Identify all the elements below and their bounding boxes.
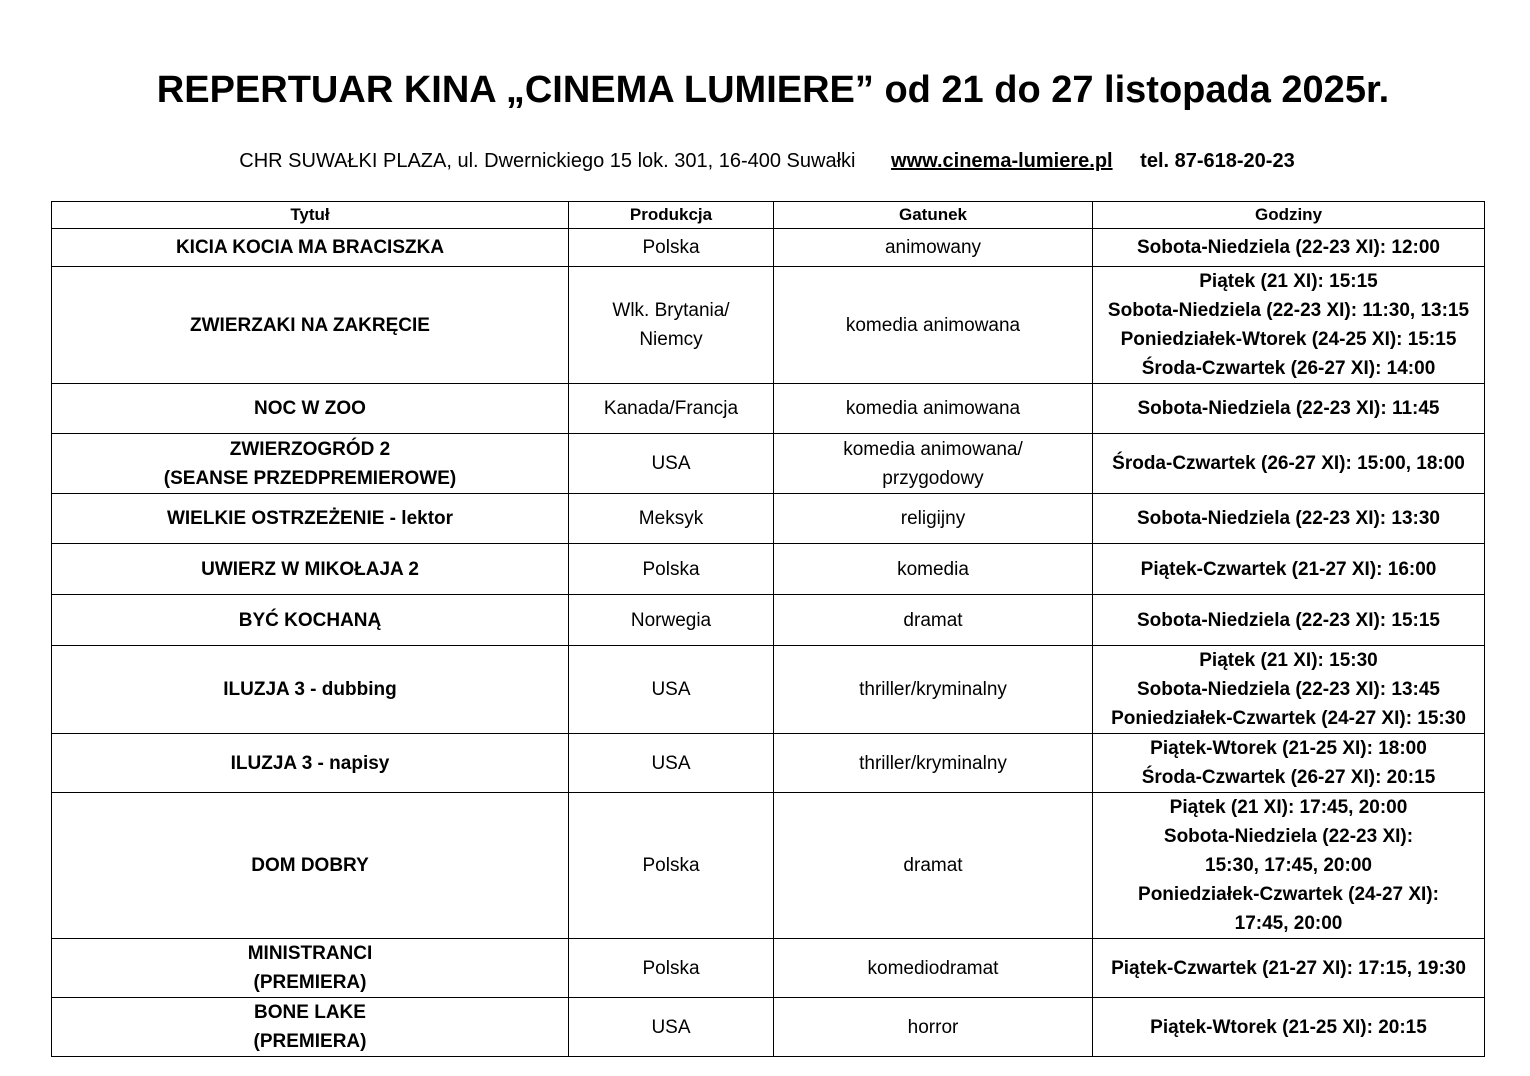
cell-genre-line: komediodramat [867, 957, 999, 979]
cell-production [569, 434, 774, 494]
cell-hours-line: Sobota-Niedziela (22-23 XI): 12:00 [1136, 237, 1441, 258]
cell-production-line: Polska [642, 855, 700, 876]
cell-title-line: BONE LAKE [254, 1002, 366, 1023]
cell-hours [1093, 646, 1485, 734]
cell-hours [1093, 793, 1485, 939]
cell-title-line: WIELKIE OSTRZEŻENIE - lektor [166, 508, 454, 529]
table-row [52, 434, 1485, 494]
cell-hours-line: Sobota-Niedziela (22-23 XI): 11:45 [1137, 398, 1440, 419]
cell-production-line: USA [651, 752, 691, 774]
table-row [52, 595, 1485, 646]
table-row [52, 998, 1485, 1057]
cell-hours-line: Piątek-Czwartek (21-27 XI): 17:15, 19:30 [1111, 957, 1466, 979]
cell-title [52, 595, 569, 646]
cell-hours-line: Sobota-Niedziela (22-23 XI): 15:15 [1136, 609, 1441, 631]
cell-hours-line: Poniedziałek-Czwartek (24-27 XI): 15:30 [1111, 708, 1466, 729]
table-row [52, 384, 1485, 434]
cell-genre [774, 595, 1093, 646]
cell-hours-line: Sobota-Niedziela (22-23 XI): 13:45 [1136, 679, 1441, 700]
table-row [52, 939, 1485, 998]
cell-genre [774, 384, 1093, 434]
cell-hours [1093, 384, 1485, 434]
cinema-address: CHR SUWAŁKI PLAZA, ul. Dwernickiego 15 lok. 301, 16-400 Suwałki [239, 150, 856, 172]
cell-hours [1093, 998, 1485, 1057]
cell-production [569, 544, 774, 595]
cell-genre [774, 267, 1093, 384]
cell-production [569, 494, 774, 544]
page-title: REPERTUAR KINA „CINEMA LUMIERE” od 21 do 27 listopada 2025r. [156, 69, 1390, 111]
cell-production-line: Polska [642, 957, 700, 979]
schedule-table [51, 201, 1485, 1057]
cell-hours-line: Środa-Czwartek (26-27 XI): 20:15 [1141, 767, 1436, 788]
cell-hours-line: Poniedziałek-Wtorek (24-25 XI): 15:15 [1120, 329, 1457, 350]
cell-hours [1093, 267, 1485, 384]
cell-title-line: (SEANSE PRZEDPREMIEROWE) [163, 467, 457, 489]
cell-hours-line: Środa-Czwartek (26-27 XI): 14:00 [1141, 358, 1436, 379]
cell-title-line: KICIA KOCIA MA BRACISZKA [175, 237, 445, 258]
table-row [52, 229, 1485, 267]
cell-production [569, 734, 774, 793]
cell-title [52, 229, 569, 267]
cell-title-line: UWIERZ W MIKOŁAJA 2 [201, 558, 419, 580]
cell-genre [774, 544, 1093, 595]
column-header-production: Produkcja [569, 202, 774, 229]
cell-title-line: ILUZJA 3 - dubbing [223, 679, 397, 700]
table-row [52, 544, 1485, 595]
cell-hours-line: Piątek (21 XI): 17:45, 20:00 [1169, 797, 1408, 818]
cell-hours [1093, 734, 1485, 793]
table-row [52, 734, 1485, 793]
cell-genre-line: religijny [900, 508, 966, 529]
cell-title [52, 793, 569, 939]
cell-title-line: ILUZJA 3 - napisy [230, 752, 390, 774]
cell-production [569, 998, 774, 1057]
cell-production-line: Wlk. Brytania/ [612, 300, 730, 321]
cell-title-line: (PREMIERA) [253, 972, 367, 993]
table-row [52, 494, 1485, 544]
phone-number: tel. 87-618-20-23 [1140, 150, 1295, 172]
cell-production [569, 939, 774, 998]
cinema-contact-line [0, 146, 1530, 176]
cell-title-line: BYĆ KOCHANĄ [238, 609, 382, 631]
cell-production [569, 595, 774, 646]
cell-title-line: DOM DOBRY [251, 855, 369, 876]
cell-hours [1093, 494, 1485, 544]
cell-hours-line: Piątek (21 XI): 15:15 [1199, 271, 1378, 292]
cell-title [52, 267, 569, 384]
cell-production-line: Polska [642, 237, 700, 258]
cell-title [52, 646, 569, 734]
cell-title [52, 494, 569, 544]
cell-genre [774, 229, 1093, 267]
cell-title [52, 434, 569, 494]
cell-hours-line: Piątek-Wtorek (21-25 XI): 20:15 [1150, 1016, 1427, 1038]
cell-production-line: USA [651, 453, 691, 474]
cell-title-line: MINISTRANCI [247, 943, 373, 964]
cell-hours [1093, 544, 1485, 595]
table-row [52, 793, 1485, 939]
cell-genre [774, 734, 1093, 793]
cell-title-line: NOC W ZOO [254, 398, 366, 419]
cell-genre-line: komedia animowana/ [843, 438, 1023, 460]
column-header-genre: Gatunek [774, 202, 1093, 229]
cell-hours-line: Poniedziałek-Czwartek (24-27 XI): [1138, 884, 1439, 905]
schedule-table-body [52, 229, 1485, 1057]
cell-production [569, 229, 774, 267]
cell-production-line: Meksyk [638, 508, 704, 529]
cell-hours-line: Sobota-Niedziela (22-23 XI): 13:30 [1136, 508, 1441, 529]
cell-genre-line: komedia animowana [845, 398, 1021, 419]
cell-genre [774, 434, 1093, 494]
cell-production [569, 646, 774, 734]
cell-production-line: Norwegia [630, 609, 712, 631]
cell-genre [774, 998, 1093, 1057]
cell-hours-line: Środa-Czwartek (26-27 XI): 15:00, 18:00 [1112, 453, 1465, 474]
table-header-row [52, 202, 1485, 229]
cell-hours [1093, 939, 1485, 998]
cell-production [569, 793, 774, 939]
cell-hours-line: Piątek-Czwartek (21-27 XI): 16:00 [1140, 558, 1437, 580]
cell-production-line: Kanada/Francja [603, 398, 739, 419]
cell-genre [774, 646, 1093, 734]
cell-genre [774, 939, 1093, 998]
cell-title [52, 384, 569, 434]
cell-production [569, 267, 774, 384]
cell-production-line: USA [651, 679, 691, 700]
cell-title [52, 544, 569, 595]
cell-genre-line: komedia animowana [845, 314, 1021, 336]
cell-hours-line: Sobota-Niedziela (22-23 XI): 11:30, 13:15 [1107, 300, 1470, 321]
cell-production-line: Polska [642, 558, 700, 580]
cell-hours [1093, 229, 1485, 267]
cell-title [52, 939, 569, 998]
cell-title [52, 734, 569, 793]
cell-hours [1093, 434, 1485, 494]
cell-genre-line: thriller/kryminalny [859, 752, 1007, 774]
cell-title-line: (PREMIERA) [253, 1031, 367, 1052]
cell-hours-line: 17:45, 20:00 [1234, 913, 1343, 934]
cell-production [569, 384, 774, 434]
cell-title [52, 998, 569, 1057]
cell-genre-line: przygodowy [882, 467, 984, 489]
cell-genre-line: animowany [884, 237, 982, 258]
cell-genre [774, 494, 1093, 544]
cell-hours [1093, 595, 1485, 646]
website-link[interactable]: www.cinema-lumiere.pl [891, 150, 1113, 172]
cell-production-line: Niemcy [639, 329, 703, 350]
cell-genre-line: dramat [903, 609, 963, 631]
table-row [52, 267, 1485, 384]
cell-hours-line: Piątek (21 XI): 15:30 [1199, 650, 1378, 671]
cell-genre-line: thriller/kryminalny [859, 679, 1007, 700]
cell-hours-line: 15:30, 17:45, 20:00 [1205, 855, 1372, 876]
column-header-title: Tytuł [52, 202, 569, 229]
cell-genre-line: horror [907, 1016, 959, 1038]
column-header-hours: Godziny [1093, 202, 1485, 229]
cell-genre-line: dramat [903, 855, 963, 876]
cell-hours-line: Piątek-Wtorek (21-25 XI): 18:00 [1150, 738, 1427, 759]
cell-title-line: ZWIERZOGRÓD 2 [229, 438, 391, 460]
cell-genre-line: komedia [897, 558, 969, 580]
cell-title-line: ZWIERZAKI NA ZAKRĘCIE [190, 314, 430, 336]
cell-genre [774, 793, 1093, 939]
cell-production-line: USA [651, 1016, 691, 1038]
cell-hours-line: Sobota-Niedziela (22-23 XI): [1163, 826, 1414, 847]
table-row [52, 646, 1485, 734]
